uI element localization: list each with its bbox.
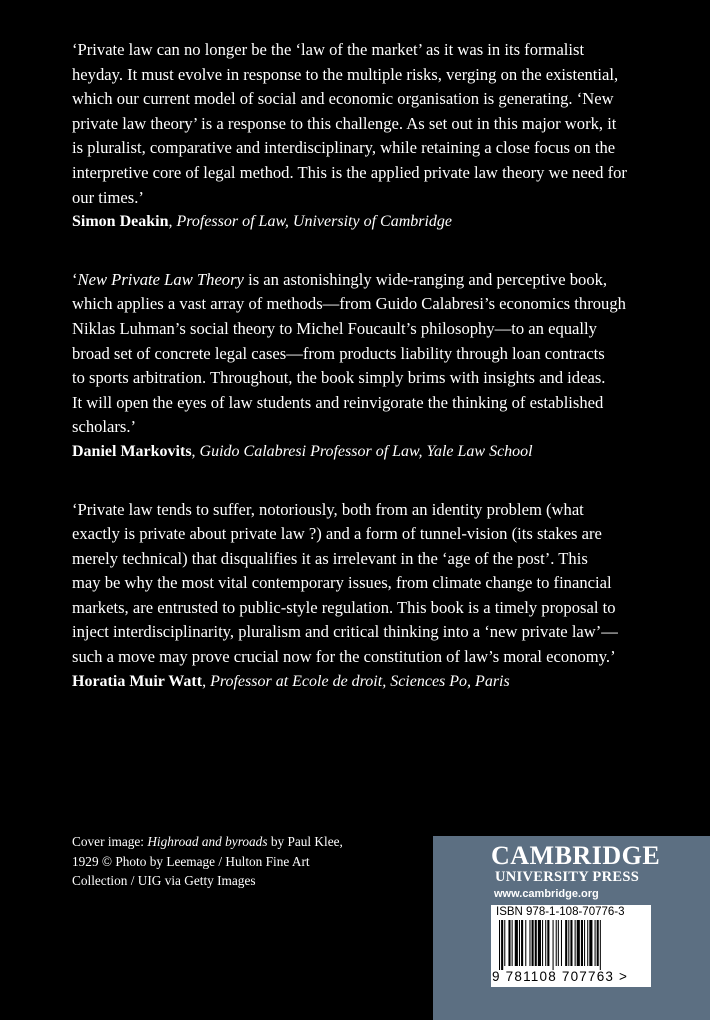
quote-line: is pluralist, comparative and interdisciplinary, while retaining a close focus on the [72, 138, 616, 158]
endorsement-quote [72, 498, 652, 670]
quote-line: ‘New Private Law Theory is an astonishingly wide-ranging and perceptive book, [72, 269, 608, 289]
endorser-role: Guido Calabresi Professor of Law, Yale Law School [199, 442, 533, 460]
credit-line: Collection / UIG via Getty Images [72, 873, 256, 888]
credit-prefix: Cover image: [72, 834, 148, 849]
quote-line: which applies a vast array of methods—from Guido Calabresi’s economics through [72, 294, 626, 314]
endorser-name: Simon Deakin [72, 213, 169, 231]
quote-line: ‘Private law tends to suffer, notoriously, both from an identity problem (what [72, 499, 584, 519]
endorsement-attribution: Simon Deakin, Professor of Law, University of Cambridge [72, 213, 453, 231]
barcode-digits: 9 781108 707763 > [492, 969, 629, 984]
quote-line: broad set of concrete legal cases—from products liability through loan contracts [72, 343, 605, 363]
endorsement-muir-watt [72, 498, 652, 695]
endorsement-markovits [72, 268, 652, 465]
quote-line: private law theory’ is a response to this challenge. As set out in this major work, it [72, 113, 617, 133]
quote-line: which our current model of social and economic organisation is generating. ‘New [72, 89, 614, 109]
publisher-website: www.cambridge.org [494, 888, 599, 900]
quote-line: scholars.’ [72, 417, 137, 437]
quote-line: may be why the most vital contemporary issues, from climate change to financial [72, 573, 612, 593]
endorser-name: Horatia Muir Watt [72, 672, 203, 690]
credit-line [72, 832, 372, 852]
quote-line: interpretive core of legal method. This is the applied private law theory we need for [72, 162, 627, 182]
quote-line: It will open the eyes of law students and reinvigorate the thinking of established [72, 392, 604, 412]
quote-line: ‘Private law can no longer be the ‘law of the market’ as it was in its formalist [72, 40, 585, 59]
endorsements [72, 38, 652, 727]
quote-line: to sports arbitration. Throughout, the book simply brims with insights and ideas. [72, 368, 606, 388]
book-title: New Private Law Theory [77, 269, 244, 289]
endorser-role: Professor at Ecole de droit, Sciences Po, Paris [210, 672, 510, 690]
endorser-role: Professor of Law, University of Cambridge [176, 213, 453, 231]
quote-text: is an astonishingly wide-ranging and perceptive book, [243, 269, 608, 289]
endorsement-quote [72, 268, 652, 440]
endorsement-quote [72, 38, 652, 210]
quote-line: exactly is private about private law ?) and a form of tunnel-vision (its stakes are [72, 524, 602, 544]
isbn-number: ISBN 978-1-108-70776-3 [496, 906, 625, 918]
quote-line: heyday. It must evolve in response to the multiple risks, verging on the existential, [72, 64, 619, 84]
barcode-icon [495, 920, 647, 970]
endorsement-attribution: Daniel Markovits, Guido Calabresi Professor of Law, Yale Law School [72, 442, 533, 460]
endorsement-attribution: Horatia Muir Watt, Professor at Ecole de droit, Sciences Po, Paris [72, 672, 510, 690]
publisher-panel [433, 836, 710, 1020]
credit-artist: by Paul Klee, [267, 834, 343, 849]
endorsement-deakin [72, 38, 652, 235]
barcode-label [491, 905, 651, 987]
publisher-logo-name: CAMBRIDGE [491, 841, 661, 870]
cover-image-credit [72, 832, 372, 891]
artwork-title: Highroad and byroads [147, 834, 268, 849]
quote-line: Niklas Luhman’s social theory to Michel Foucault’s philosophy—to an equally [72, 318, 597, 338]
quote-line: merely technical) that disqualifies it as irrelevant in the ‘age of the post’. This [72, 548, 588, 568]
quote-line: markets, are entrusted to public-style regulation. This book is a timely proposal to [72, 597, 616, 617]
publisher-logo-subtitle: UNIVERSITY PRESS [495, 869, 640, 885]
quote-line: inject interdisciplinarity, pluralism and critical thinking into a ‘new private law’— [72, 622, 618, 642]
quote-line: such a move may prove crucial now for the constitution of law’s moral economy.’ [72, 647, 616, 667]
endorser-name: Daniel Markovits [72, 442, 192, 460]
credit-line: 1929 © Photo by Leemage / Hulton Fine Art [72, 853, 310, 869]
quote-line: our times.’ [72, 187, 144, 207]
